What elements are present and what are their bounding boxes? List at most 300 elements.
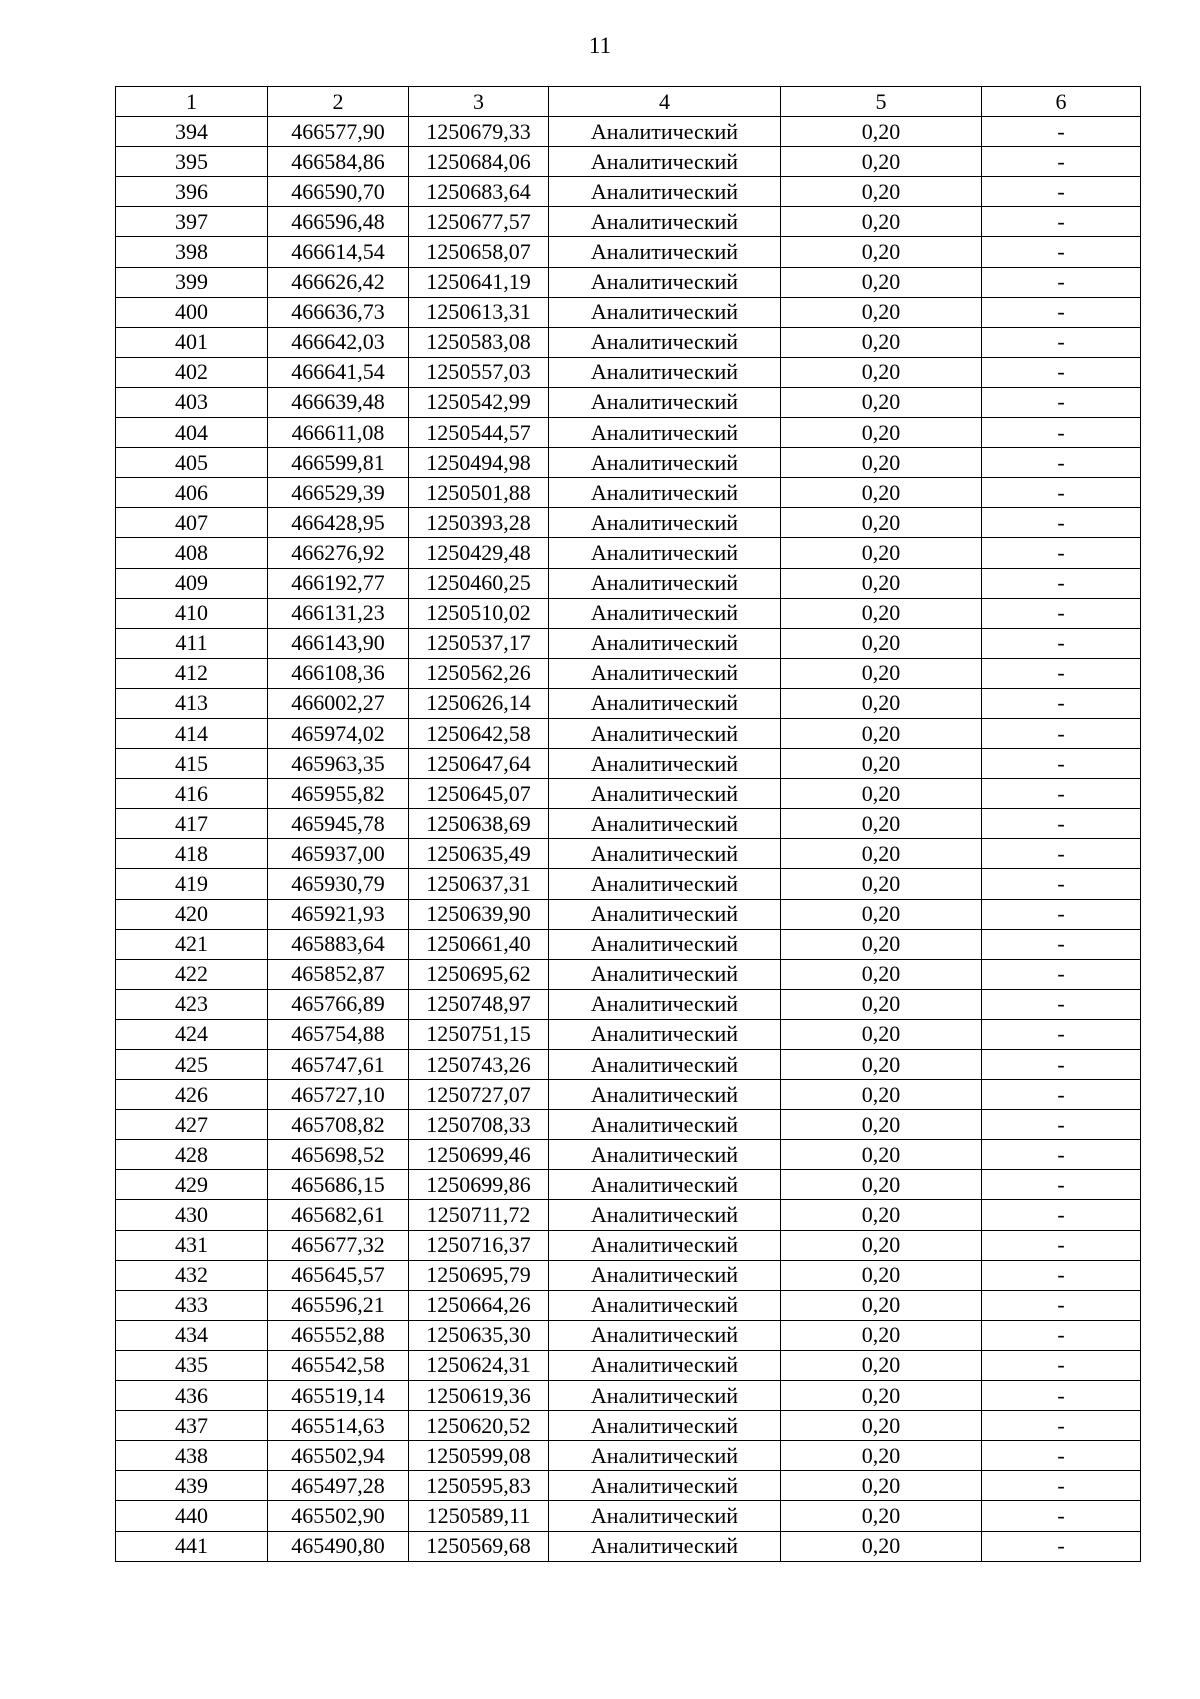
table-row (116, 538, 1141, 568)
cell-x: 465708,82 (268, 1110, 409, 1140)
cell-y: 1250624,31 (409, 1350, 549, 1380)
cell-accuracy: 0,20 (781, 1411, 982, 1441)
cell-accuracy: 0,20 (781, 237, 982, 267)
table-row (116, 1110, 1141, 1140)
cell-point-number: 419 (116, 869, 268, 899)
cell-method: Аналитический (549, 1350, 781, 1380)
cell-y: 1250642,58 (409, 718, 549, 748)
table-row (116, 809, 1141, 839)
cell-accuracy: 0,20 (781, 1381, 982, 1411)
cell-x: 465930,79 (268, 869, 409, 899)
cell-accuracy: 0,20 (781, 1230, 982, 1260)
table-row (116, 718, 1141, 748)
table-row (116, 959, 1141, 989)
cell-x: 465852,87 (268, 959, 409, 989)
cell-description: - (982, 1140, 1141, 1170)
cell-point-number: 421 (116, 929, 268, 959)
cell-x: 466590,70 (268, 177, 409, 207)
cell-accuracy: 0,20 (781, 628, 982, 658)
cell-y: 1250635,30 (409, 1320, 549, 1350)
cell-method: Аналитический (549, 1501, 781, 1531)
cell-method: Аналитический (549, 418, 781, 448)
cell-x: 466428,95 (268, 508, 409, 538)
cell-method: Аналитический (549, 538, 781, 568)
cell-description: - (982, 357, 1141, 387)
cell-x: 465698,52 (268, 1140, 409, 1170)
cell-method: Аналитический (549, 357, 781, 387)
table-row (116, 1411, 1141, 1441)
cell-point-number: 401 (116, 327, 268, 357)
cell-method: Аналитический (549, 1110, 781, 1140)
cell-method: Аналитический (549, 688, 781, 718)
cell-description: - (982, 327, 1141, 357)
cell-description: - (982, 1200, 1141, 1230)
cell-point-number: 409 (116, 568, 268, 598)
cell-y: 1250595,83 (409, 1471, 549, 1501)
cell-accuracy: 0,20 (781, 1050, 982, 1080)
cell-description: - (982, 478, 1141, 508)
column-header-x: 2 (268, 87, 409, 117)
cell-accuracy: 0,20 (781, 418, 982, 448)
cell-x: 466599,81 (268, 448, 409, 478)
cell-description: - (982, 1110, 1141, 1140)
cell-y: 1250641,19 (409, 267, 549, 297)
cell-x: 465955,82 (268, 779, 409, 809)
table-row (116, 1260, 1141, 1290)
cell-point-number: 400 (116, 297, 268, 327)
cell-accuracy: 0,20 (781, 929, 982, 959)
cell-method: Аналитический (549, 658, 781, 688)
cell-y: 1250626,14 (409, 688, 549, 718)
table-row (116, 989, 1141, 1019)
cell-x: 465552,88 (268, 1320, 409, 1350)
cell-method: Аналитический (549, 989, 781, 1019)
cell-accuracy: 0,20 (781, 327, 982, 357)
cell-point-number: 441 (116, 1531, 268, 1561)
cell-description: - (982, 628, 1141, 658)
cell-point-number: 440 (116, 1501, 268, 1531)
cell-accuracy: 0,20 (781, 779, 982, 809)
cell-x: 465686,15 (268, 1170, 409, 1200)
cell-x: 466626,42 (268, 267, 409, 297)
cell-accuracy: 0,20 (781, 207, 982, 237)
cell-y: 1250494,98 (409, 448, 549, 478)
cell-x: 466639,48 (268, 387, 409, 417)
table-row (116, 628, 1141, 658)
cell-point-number: 405 (116, 448, 268, 478)
cell-x: 465519,14 (268, 1381, 409, 1411)
cell-description: - (982, 598, 1141, 628)
table-row (116, 508, 1141, 538)
cell-x: 466131,23 (268, 598, 409, 628)
cell-x: 465502,90 (268, 1501, 409, 1531)
column-header-point-number: 1 (116, 87, 268, 117)
cell-y: 1250639,90 (409, 899, 549, 929)
cell-description: - (982, 207, 1141, 237)
cell-accuracy: 0,20 (781, 1170, 982, 1200)
cell-accuracy: 0,20 (781, 688, 982, 718)
cell-method: Аналитический (549, 1050, 781, 1080)
cell-accuracy: 0,20 (781, 448, 982, 478)
cell-y: 1250429,48 (409, 538, 549, 568)
cell-accuracy: 0,20 (781, 1501, 982, 1531)
cell-x: 466002,27 (268, 688, 409, 718)
cell-accuracy: 0,20 (781, 1350, 982, 1380)
cell-accuracy: 0,20 (781, 1110, 982, 1140)
cell-description: - (982, 568, 1141, 598)
cell-point-number: 435 (116, 1350, 268, 1380)
table-row (116, 117, 1141, 147)
table-row (116, 779, 1141, 809)
cell-description: - (982, 508, 1141, 538)
cell-point-number: 397 (116, 207, 268, 237)
table-header-row (116, 87, 1141, 117)
cell-point-number: 408 (116, 538, 268, 568)
cell-accuracy: 0,20 (781, 1290, 982, 1320)
cell-x: 465754,88 (268, 1019, 409, 1049)
cell-y: 1250501,88 (409, 478, 549, 508)
cell-x: 466143,90 (268, 628, 409, 658)
cell-point-number: 395 (116, 147, 268, 177)
cell-point-number: 410 (116, 598, 268, 628)
cell-accuracy: 0,20 (781, 387, 982, 417)
cell-y: 1250599,08 (409, 1441, 549, 1471)
cell-y: 1250711,72 (409, 1200, 549, 1230)
cell-method: Аналитический (549, 448, 781, 478)
table-row (116, 207, 1141, 237)
cell-point-number: 432 (116, 1260, 268, 1290)
cell-method: Аналитический (549, 297, 781, 327)
cell-method: Аналитический (549, 899, 781, 929)
cell-x: 465937,00 (268, 839, 409, 869)
cell-description: - (982, 448, 1141, 478)
cell-point-number: 402 (116, 357, 268, 387)
table-row (116, 418, 1141, 448)
table-row (116, 568, 1141, 598)
cell-point-number: 412 (116, 658, 268, 688)
cell-y: 1250460,25 (409, 568, 549, 598)
cell-description: - (982, 1441, 1141, 1471)
cell-method: Аналитический (549, 869, 781, 899)
cell-accuracy: 0,20 (781, 959, 982, 989)
cell-accuracy: 0,20 (781, 598, 982, 628)
cell-point-number: 437 (116, 1411, 268, 1441)
cell-x: 466108,36 (268, 658, 409, 688)
cell-y: 1250699,86 (409, 1170, 549, 1200)
cell-description: - (982, 1320, 1141, 1350)
cell-description: - (982, 297, 1141, 327)
cell-description: - (982, 929, 1141, 959)
cell-description: - (982, 658, 1141, 688)
cell-x: 466276,92 (268, 538, 409, 568)
cell-y: 1250537,17 (409, 628, 549, 658)
table-row (116, 929, 1141, 959)
cell-x: 465514,63 (268, 1411, 409, 1441)
cell-method: Аналитический (549, 749, 781, 779)
cell-description: - (982, 147, 1141, 177)
table-row (116, 1471, 1141, 1501)
cell-description: - (982, 267, 1141, 297)
cell-accuracy: 0,20 (781, 658, 982, 688)
cell-y: 1250544,57 (409, 418, 549, 448)
cell-x: 465974,02 (268, 718, 409, 748)
cell-method: Аналитический (549, 1200, 781, 1230)
cell-method: Аналитический (549, 779, 781, 809)
table-row (116, 839, 1141, 869)
cell-y: 1250510,02 (409, 598, 549, 628)
column-header-y: 3 (409, 87, 549, 117)
cell-x: 465596,21 (268, 1290, 409, 1320)
cell-accuracy: 0,20 (781, 989, 982, 1019)
cell-point-number: 417 (116, 809, 268, 839)
table-row (116, 688, 1141, 718)
cell-method: Аналитический (549, 117, 781, 147)
cell-y: 1250708,33 (409, 1110, 549, 1140)
cell-point-number: 426 (116, 1080, 268, 1110)
cell-description: - (982, 749, 1141, 779)
cell-description: - (982, 538, 1141, 568)
cell-y: 1250583,08 (409, 327, 549, 357)
cell-description: - (982, 117, 1141, 147)
cell-y: 1250683,64 (409, 177, 549, 207)
table-row (116, 1200, 1141, 1230)
cell-x: 465766,89 (268, 989, 409, 1019)
cell-description: - (982, 1019, 1141, 1049)
cell-description: - (982, 1170, 1141, 1200)
cell-description: - (982, 1050, 1141, 1080)
cell-method: Аналитический (549, 1290, 781, 1320)
cell-accuracy: 0,20 (781, 147, 982, 177)
table-row (116, 899, 1141, 929)
cell-x: 466596,48 (268, 207, 409, 237)
cell-description: - (982, 1350, 1141, 1380)
cell-y: 1250751,15 (409, 1019, 549, 1049)
cell-accuracy: 0,20 (781, 899, 982, 929)
table-row (116, 327, 1141, 357)
cell-accuracy: 0,20 (781, 1320, 982, 1350)
cell-y: 1250699,46 (409, 1140, 549, 1170)
cell-x: 466636,73 (268, 297, 409, 327)
cell-method: Аналитический (549, 267, 781, 297)
cell-accuracy: 0,20 (781, 809, 982, 839)
cell-point-number: 430 (116, 1200, 268, 1230)
table-row (116, 1531, 1141, 1561)
cell-point-number: 399 (116, 267, 268, 297)
cell-description: - (982, 779, 1141, 809)
cell-x: 466642,03 (268, 327, 409, 357)
cell-point-number: 415 (116, 749, 268, 779)
cell-x: 465682,61 (268, 1200, 409, 1230)
cell-method: Аналитический (549, 1170, 781, 1200)
cell-point-number: 396 (116, 177, 268, 207)
cell-description: - (982, 177, 1141, 207)
cell-accuracy: 0,20 (781, 749, 982, 779)
cell-x: 465542,58 (268, 1350, 409, 1380)
cell-point-number: 434 (116, 1320, 268, 1350)
table-row (116, 1320, 1141, 1350)
cell-point-number: 438 (116, 1441, 268, 1471)
cell-y: 1250562,26 (409, 658, 549, 688)
cell-accuracy: 0,20 (781, 568, 982, 598)
cell-point-number: 403 (116, 387, 268, 417)
cell-accuracy: 0,20 (781, 1140, 982, 1170)
cell-accuracy: 0,20 (781, 1080, 982, 1110)
column-header-description: 6 (982, 87, 1141, 117)
cell-x: 465497,28 (268, 1471, 409, 1501)
cell-x: 465921,93 (268, 899, 409, 929)
cell-x: 465963,35 (268, 749, 409, 779)
table-row (116, 658, 1141, 688)
cell-y: 1250661,40 (409, 929, 549, 959)
cell-method: Аналитический (549, 1080, 781, 1110)
cell-method: Аналитический (549, 147, 781, 177)
cell-y: 1250684,06 (409, 147, 549, 177)
cell-point-number: 431 (116, 1230, 268, 1260)
cell-method: Аналитический (549, 1441, 781, 1471)
cell-description: - (982, 809, 1141, 839)
cell-method: Аналитический (549, 959, 781, 989)
cell-accuracy: 0,20 (781, 1531, 982, 1561)
cell-x: 465645,57 (268, 1260, 409, 1290)
cell-y: 1250613,31 (409, 297, 549, 327)
table-row (116, 1501, 1141, 1531)
cell-accuracy: 0,20 (781, 267, 982, 297)
cell-y: 1250748,97 (409, 989, 549, 1019)
cell-description: - (982, 1471, 1141, 1501)
table-row (116, 237, 1141, 267)
cell-y: 1250679,33 (409, 117, 549, 147)
cell-point-number: 406 (116, 478, 268, 508)
cell-description: - (982, 839, 1141, 869)
cell-method: Аналитический (549, 568, 781, 598)
cell-x: 465502,94 (268, 1441, 409, 1471)
column-header-method: 4 (549, 87, 781, 117)
table-row (116, 598, 1141, 628)
cell-description: - (982, 387, 1141, 417)
cell-method: Аналитический (549, 628, 781, 658)
cell-y: 1250647,64 (409, 749, 549, 779)
table-row (116, 1140, 1141, 1170)
cell-method: Аналитический (549, 237, 781, 267)
table-row (116, 1050, 1141, 1080)
table-row (116, 1441, 1141, 1471)
cell-method: Аналитический (549, 1230, 781, 1260)
cell-method: Аналитический (549, 718, 781, 748)
cell-x: 465677,32 (268, 1230, 409, 1260)
cell-accuracy: 0,20 (781, 357, 982, 387)
cell-description: - (982, 1290, 1141, 1320)
cell-point-number: 413 (116, 688, 268, 718)
cell-x: 465727,10 (268, 1080, 409, 1110)
cell-y: 1250664,26 (409, 1290, 549, 1320)
cell-y: 1250743,26 (409, 1050, 549, 1080)
cell-x: 465883,64 (268, 929, 409, 959)
cell-method: Аналитический (549, 1411, 781, 1441)
table-row (116, 1381, 1141, 1411)
cell-accuracy: 0,20 (781, 1471, 982, 1501)
cell-point-number: 411 (116, 628, 268, 658)
table-row (116, 147, 1141, 177)
cell-description: - (982, 1080, 1141, 1110)
cell-method: Аналитический (549, 1320, 781, 1350)
cell-point-number: 422 (116, 959, 268, 989)
table-row (116, 177, 1141, 207)
table-row (116, 387, 1141, 417)
cell-y: 1250695,62 (409, 959, 549, 989)
cell-y: 1250393,28 (409, 508, 549, 538)
cell-accuracy: 0,20 (781, 1200, 982, 1230)
cell-point-number: 414 (116, 718, 268, 748)
cell-accuracy: 0,20 (781, 117, 982, 147)
cell-method: Аналитический (549, 839, 781, 869)
cell-y: 1250569,68 (409, 1531, 549, 1561)
cell-x: 465747,61 (268, 1050, 409, 1080)
cell-point-number: 416 (116, 779, 268, 809)
table-row (116, 1350, 1141, 1380)
cell-method: Аналитический (549, 478, 781, 508)
table-row (116, 1019, 1141, 1049)
table-row (116, 869, 1141, 899)
cell-y: 1250557,03 (409, 357, 549, 387)
cell-x: 466192,77 (268, 568, 409, 598)
cell-method: Аналитический (549, 809, 781, 839)
cell-y: 1250638,69 (409, 809, 549, 839)
cell-accuracy: 0,20 (781, 1019, 982, 1049)
cell-description: - (982, 1501, 1141, 1531)
cell-point-number: 394 (116, 117, 268, 147)
cell-accuracy: 0,20 (781, 177, 982, 207)
cell-y: 1250542,99 (409, 387, 549, 417)
cell-description: - (982, 1230, 1141, 1260)
cell-point-number: 427 (116, 1110, 268, 1140)
cell-y: 1250619,36 (409, 1381, 549, 1411)
cell-point-number: 398 (116, 237, 268, 267)
cell-point-number: 428 (116, 1140, 268, 1170)
table-row (116, 749, 1141, 779)
cell-method: Аналитический (549, 508, 781, 538)
cell-y: 1250645,07 (409, 779, 549, 809)
cell-point-number: 424 (116, 1019, 268, 1049)
cell-x: 465490,80 (268, 1531, 409, 1561)
cell-description: - (982, 418, 1141, 448)
cell-method: Аналитический (549, 1140, 781, 1170)
table-row (116, 1290, 1141, 1320)
table-row (116, 357, 1141, 387)
cell-y: 1250589,11 (409, 1501, 549, 1531)
cell-point-number: 407 (116, 508, 268, 538)
cell-x: 466529,39 (268, 478, 409, 508)
cell-method: Аналитический (549, 1260, 781, 1290)
cell-point-number: 418 (116, 839, 268, 869)
cell-y: 1250658,07 (409, 237, 549, 267)
cell-x: 466577,90 (268, 117, 409, 147)
cell-description: - (982, 899, 1141, 929)
cell-description: - (982, 1531, 1141, 1561)
cell-method: Аналитический (549, 177, 781, 207)
cell-x: 466584,86 (268, 147, 409, 177)
cell-method: Аналитический (549, 1019, 781, 1049)
cell-description: - (982, 959, 1141, 989)
cell-method: Аналитический (549, 929, 781, 959)
cell-point-number: 420 (116, 899, 268, 929)
cell-y: 1250620,52 (409, 1411, 549, 1441)
cell-description: - (982, 1381, 1141, 1411)
table-row (116, 1080, 1141, 1110)
cell-description: - (982, 869, 1141, 899)
table-row (116, 1170, 1141, 1200)
cell-point-number: 404 (116, 418, 268, 448)
cell-method: Аналитический (549, 1471, 781, 1501)
